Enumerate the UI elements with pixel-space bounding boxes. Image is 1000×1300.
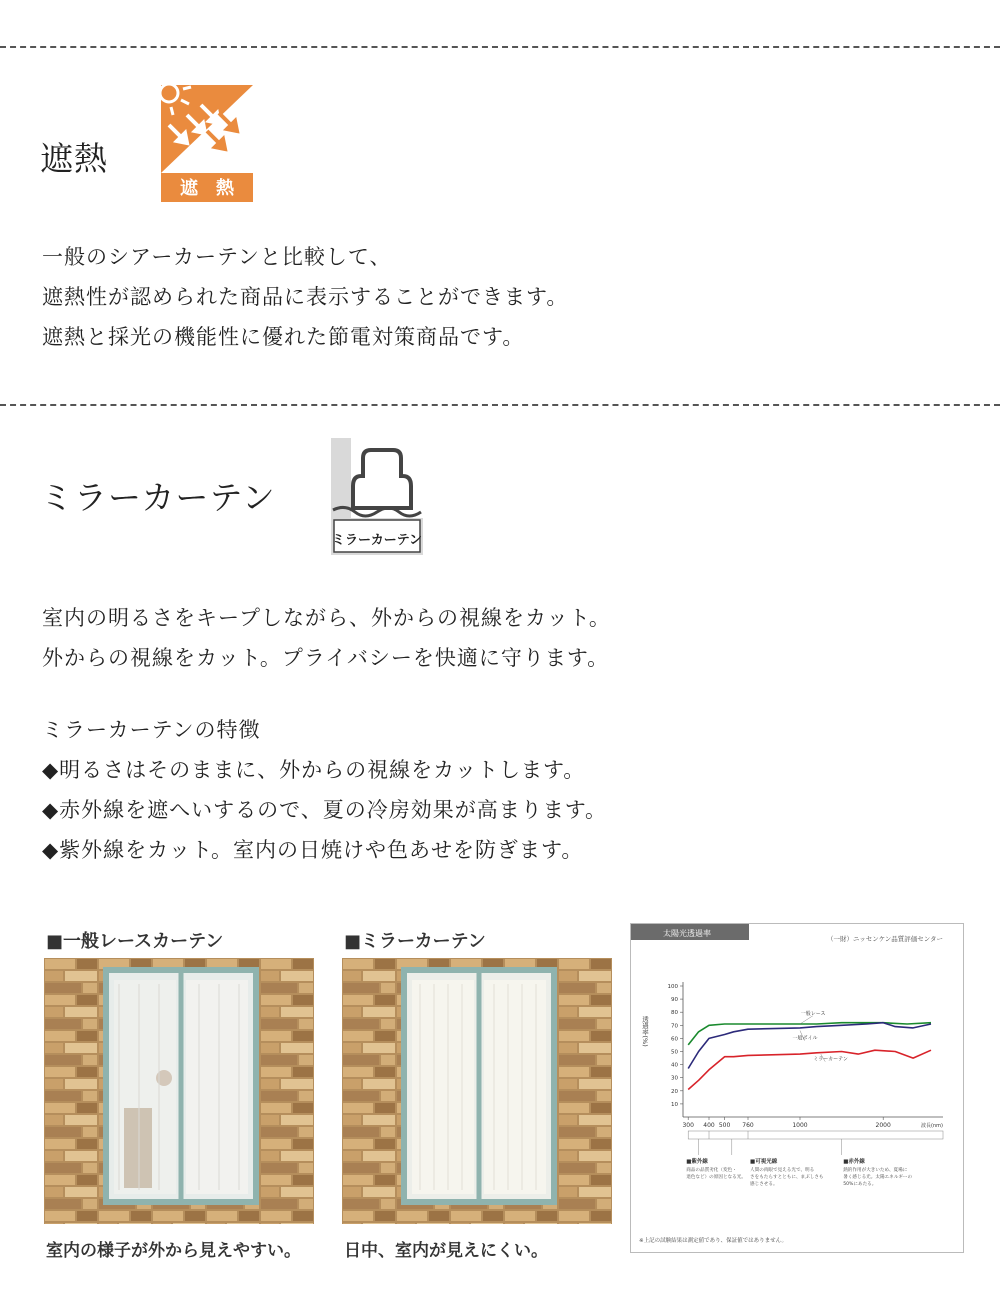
y-tick-label: 70 (671, 1023, 678, 1030)
band-text: 退色など）の原因となる光。 (686, 1175, 746, 1180)
y-axis-label (641, 1015, 649, 1047)
band-text: さをもたらすとともに、まぶしさも (750, 1175, 824, 1180)
mirror-curtain-title: ミラーカーテン (40, 478, 276, 517)
feature-item-3: ◆紫外線をカット。室内の日焼けや色あせを防ぎます。 (42, 838, 584, 862)
y-tick-label: 90 (671, 997, 678, 1004)
chart-source: （一財）ニッセンケン品質評価センター (827, 935, 944, 943)
series-label-3: ミラーカーテン (813, 1056, 848, 1063)
chart-ticks (668, 984, 944, 1129)
x-tick-label: 300 (682, 1122, 694, 1129)
series-label-1: 一般レース (800, 1010, 826, 1017)
middle-divider (0, 404, 1000, 406)
series-label-2: 一般ボイル (792, 1035, 818, 1042)
top-divider (0, 46, 1000, 48)
heat-line-1: 一般のシアーカーテンと比較して、 (42, 245, 392, 269)
y-tick-label: 30 (671, 1075, 678, 1082)
solar-transmittance-chart (630, 923, 964, 1253)
y-tick-label: 60 (671, 1036, 678, 1043)
heat-shield-icon (161, 85, 253, 202)
chart-footnote: ※上記の試験結果は測定値であり、保証値ではありません。 (639, 1238, 787, 1244)
y-tick-label: 10 (671, 1101, 678, 1108)
mirror-curtain-intro (42, 598, 611, 678)
lace-curtain-photo-note: 室内の様子が外から見えやすい。 (46, 1241, 301, 1261)
mirror-intro-line-2: 外からの視線をカット。プライバシーを快適に守ります。 (42, 646, 610, 670)
x-tick-label: 1000 (792, 1122, 808, 1129)
y-tick-label: 50 (671, 1049, 678, 1056)
mirror-curtain-icon-label: ミラーカーテン (331, 533, 423, 548)
solar-transmittance-chart-svg (631, 924, 963, 1252)
lace-curtain-photo-caption: ■一般レースカーテン (46, 931, 224, 952)
mirror-curtain-window-photo (342, 958, 612, 1224)
heat-shield-description (42, 237, 568, 357)
band-title: ■赤外線 (843, 1159, 865, 1165)
chart-wavelength-bands (686, 1131, 943, 1187)
x-axis-label: 波長(nm) (921, 1123, 943, 1129)
mirror-intro-line-1: 室内の明るさをキープしながら、外からの視線をカット。 (42, 606, 611, 630)
series-line-3 (688, 1050, 931, 1089)
band-title: ■可視光線 (750, 1159, 778, 1165)
y-axis-title: 透過率(%) (641, 1016, 649, 1047)
x-tick-label: 500 (718, 1122, 731, 1129)
mirror-curtain-features (42, 710, 607, 870)
chart-title: 太陽光透過率 (663, 929, 711, 938)
features-heading: ミラーカーテンの特徴 (42, 718, 261, 742)
band-title: ■紫外線 (686, 1159, 708, 1165)
heat-line-2: 遮熱性が認められた商品に表示することができます。 (42, 285, 569, 309)
mirror-curtain-photo-caption: ■ミラーカーテン (344, 931, 486, 952)
band-text: 50%にあたる。 (843, 1182, 877, 1187)
band-text: 暑く感じる光。太陽エネルギーの (843, 1175, 913, 1180)
y-tick-label: 40 (671, 1062, 678, 1069)
series-leader-1 (800, 1016, 813, 1024)
x-tick-label: 760 (742, 1122, 754, 1129)
chart-series (688, 1010, 931, 1090)
feature-item-2: ◆赤外線を遮へいするので、夏の冷房効果が高まります。 (42, 798, 608, 822)
mirror-curtain-icon (331, 438, 423, 555)
heat-shield-title: 遮熱 (40, 139, 108, 178)
band-text: 商品の品質劣化（変色・ (686, 1168, 737, 1173)
heat-shield-icon-label: 遮 熱 (180, 178, 234, 199)
x-tick-label: 2000 (875, 1122, 891, 1129)
band-text: 人間の肉眼で見える光で、明る (750, 1168, 815, 1173)
band-text: 感じさせる。 (750, 1182, 778, 1187)
y-tick-label: 80 (671, 1010, 678, 1017)
band-text: 熱的作用が大きいため、夏場に (843, 1168, 908, 1173)
band-scale-bar (688, 1131, 943, 1139)
heat-line-3: 遮熱と採光の機能性に優れた節電対策商品です。 (42, 325, 525, 349)
x-tick-label: 400 (703, 1122, 715, 1129)
chart-axes (683, 982, 943, 1117)
feature-item-1: ◆明るさはそのままに、外からの視線をカットします。 (42, 758, 586, 782)
y-tick-label: 20 (671, 1088, 678, 1095)
mirror-curtain-photo-note: 日中、室内が見えにくい。 (344, 1241, 548, 1261)
lace-curtain-window-photo (44, 958, 314, 1224)
series-line-2 (688, 1023, 931, 1069)
y-tick-label: 100 (667, 984, 678, 990)
